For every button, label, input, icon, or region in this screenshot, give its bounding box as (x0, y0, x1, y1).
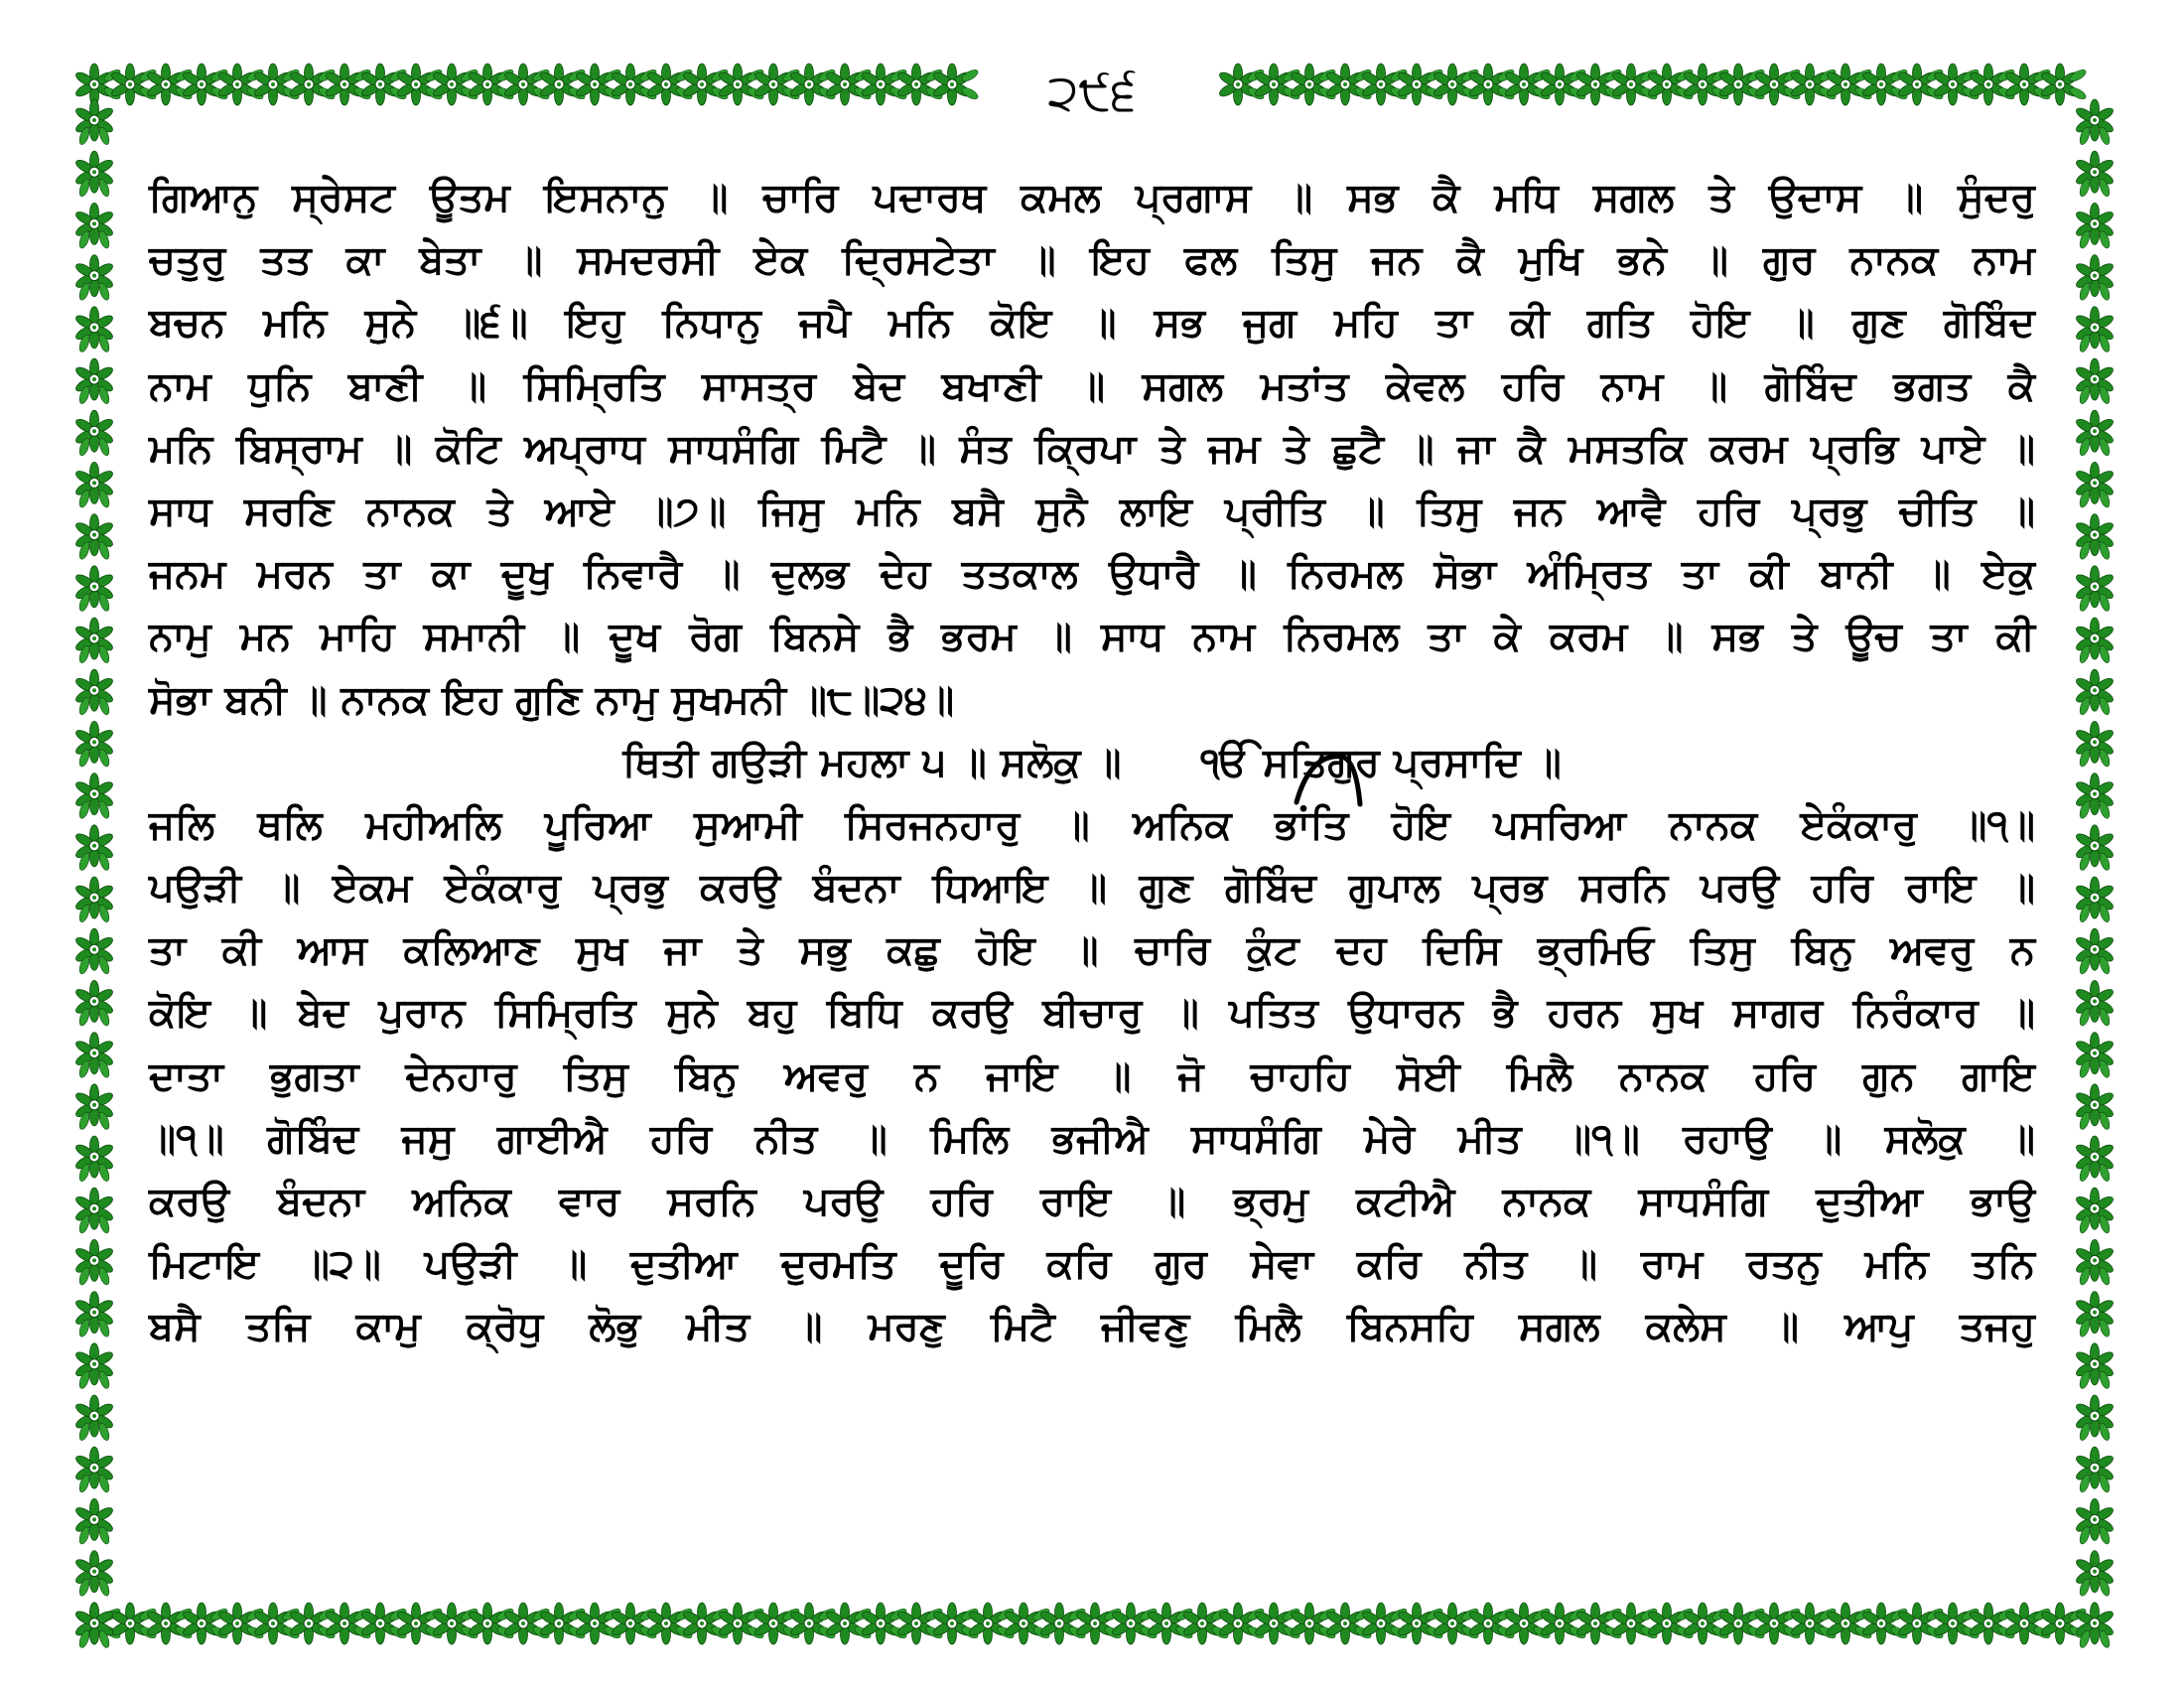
flower-icon (2075, 1447, 2116, 1488)
text-line: ਗਿਆਨੁ ਸ੍ਰੇਸਟ ਊਤਮ ਇਸਨਾਨੁ ॥ ਚਾਰਿ ਪਦਾਰਥ ਕਮਲ ਪ੍ਰਗਾਸ ॥ ਸਭ ਕੈ ਮਧਿ ਸਗਲ ਤੇ ਉਦਾਸ ॥ ਸੁੰਦਰੁ (149, 175, 2035, 220)
flower-icon (74, 1551, 115, 1593)
flower-icon (74, 462, 115, 503)
text-line: ਕਰਉ ਬੰਦਨਾ ਅਨਿਕ ਵਾਰ ਸਰਨਿ ਪਰਉ ਹਰਿ ਰਾਇ ॥ ਭ੍ਰਮੁ ਕਟੀਐ ਨਾਨਕ ਸਾਧਸੰਗਿ ਦੁਤੀਆ ਭਾਉ (149, 1179, 2035, 1224)
flower-icon (2075, 721, 2116, 763)
flower-icon (2075, 410, 2116, 452)
flower-icon (74, 877, 115, 918)
flower-icon (74, 410, 115, 452)
flower-icon (2075, 1551, 2116, 1593)
flower-icon (74, 203, 115, 244)
flower-icon (2075, 877, 2116, 918)
flower-icon (74, 358, 115, 400)
text-body (149, 167, 2035, 1547)
text-line: ॥੧॥ ਗੋਬਿੰਦ ਜਸੁ ਗਾਈਐ ਹਰਿ ਨੀਤ ॥ ਮਿਲਿ ਭਜੀਐ ਸਾਧਸੰਗਿ ਮੇਰੇ ਮੀਤ ॥੧॥ ਰਹਾਉ ॥ ਸਲੋਕੁ ॥ (149, 1115, 2035, 1162)
flower-icon (2075, 462, 2116, 503)
flower-icon (2075, 1033, 2116, 1074)
flower-icon (74, 1084, 115, 1126)
text-line: ਬਸੈ ਤਜਿ ਕਾਮੁ ਕ੍ਰੋਧੁ ਲੋਭੁ ਮੀਤ ॥ ਮਰਣੁ ਮਿਟੈ ਜੀਵਣੁ ਮਿਲੈ ਬਿਨਸਹਿ ਸਗਲ ਕਲੇਸ ॥ ਆਪੁ ਤਜਹੁ (149, 1304, 2035, 1350)
section-heading (149, 732, 2035, 794)
flower-icon (2075, 1188, 2116, 1229)
flower-icon (2075, 928, 2116, 970)
text-line: ਕੋਇ ॥ ਬੇਦ ਪੁਰਾਨ ਸਿਮ੍ਰਿਤਿ ਸੁਨੇ ਬਹੁ ਬਿਧਿ ਕਰਉ ਬੀਚਾਰੁ ॥ ਪਤਿਤ ਉਧਾਰਨ ਭੈ ਹਰਨ ਸੁਖ ਸਾਗਰ ਨਿਰੰਕਾਰ ॥ (149, 990, 2035, 1037)
flower-icon (2075, 514, 2116, 556)
flower-icon (2075, 1292, 2116, 1334)
text-line: ਜਨਮ ਮਰਨ ਤਾ ਕਾ ਦੂਖੁ ਨਿਵਾਰੈ ॥ ਦੁਲਭ ਦੇਹ ਤਤਕਾਲ ਉਧਾਰੈ ॥ ਨਿਰਮਲ ਸੋਭਾ ਅੰਮ੍ਰਿਤ ਤਾ ਕੀ ਬਾਨੀ ॥ ਏਕੁ (149, 551, 2035, 598)
text-line: ਸੋਭਾ ਬਨੀ ॥ ਨਾਨਕ ਇਹ ਗੁਣਿ ਨਾਮੁ ਸੁਖਮਨੀ ॥੮॥੨੪॥ (149, 676, 955, 723)
flower-icon (2075, 618, 2116, 659)
text-line: ਬਚਨ ਮਨਿ ਸੁਨੇ ॥੬॥ ਇਹੁ ਨਿਧਾਨੁ ਜਪੈ ਮਨਿ ਕੋਇ ॥ ਸਭ ਜੁਗ ਮਹਿ ਤਾ ਕੀ ਗਤਿ ਹੋਇ ॥ ਗੁਣ ਗੋਬਿੰਦ (149, 300, 2036, 347)
heading-right: ੴ ਸਤਿਗੁਰ ਪ੍ਰਸਾਦਿ ॥ (1200, 739, 1562, 785)
text-line: ਚਤੁਰੁ ਤਤ ਕਾ ਬੇਤਾ ॥ ਸਮਦਰਸੀ ਏਕ ਦ੍ਰਿਸਟੇਤਾ ॥ ਇਹ ਫਲ ਤਿਸੁ ਜਨ ਕੈ ਮੁਖਿ ਭਨੇ ॥ ਗੁਰ ਨਾਨਕ ਨਾਮ (149, 237, 2035, 284)
page-number: ੨੯੬ (993, 58, 1191, 127)
flower-icon (74, 255, 115, 297)
flower-icon (2075, 1136, 2116, 1178)
flower-icon (74, 1188, 115, 1229)
flower-icon (74, 307, 115, 349)
flower-icon (2075, 1084, 2116, 1126)
flower-icon (2075, 669, 2116, 711)
flower-icon (74, 721, 115, 763)
flower-icon (74, 928, 115, 970)
flower-icon (2075, 358, 2116, 400)
text-line: ਨਾਮ ਧੁਨਿ ਬਾਣੀ ॥ ਸਿਮ੍ਰਿਤਿ ਸਾਸਤ੍ਰ ਬੇਦ ਬਖਾਣੀ ॥ ਸਗਲ ਮਤਾਂਤ ਕੇਵਲ ਹਰਿ ਨਾਮ ॥ ਗੋਬਿੰਦ ਭਗਤ ਕੈ (149, 362, 2035, 409)
flower-icon (74, 825, 115, 867)
flower-icon (74, 99, 115, 141)
flower-icon (2075, 151, 2116, 193)
flower-icon (74, 1033, 115, 1074)
text-line: ਮਿਟਾਇ ॥੨॥ ਪਉੜੀ ॥ ਦੁਤੀਆ ਦੁਰਮਤਿ ਦੂਰਿ ਕਰਿ ਗੁਰ ਸੇਵਾ ਕਰਿ ਨੀਤ ॥ ਰਾਮ ਰਤਨੁ ਮਨਿ ਤਨਿ (149, 1241, 2035, 1288)
text-line: ਪਉੜੀ ॥ ਏਕਮ ਏਕੰਕਾਰੁ ਪ੍ਰਭੁ ਕਰਉ ਬੰਦਨਾ ਧਿਆਇ ॥ ਗੁਣ ਗੋਬਿੰਦ ਗੁਪਾਲ ਪ੍ਰਭ ਸਰਨਿ ਪਰਉ ਹਰਿ ਰਾਇ ॥ (149, 865, 2035, 912)
flower-icon (74, 980, 115, 1022)
flower-icon (2075, 566, 2116, 608)
flower-icon (2075, 1239, 2116, 1281)
flower-icon (2075, 980, 2116, 1022)
flower-icon (74, 1292, 115, 1334)
flower-icon (74, 1343, 115, 1385)
flower-icon (74, 566, 115, 608)
text-line: ਨਾਮੁ ਮਨ ਮਾਹਿ ਸਮਾਨੀ ॥ ਦੂਖ ਰੋਗ ਬਿਨਸੇ ਭੈ ਭਰਮ ॥ ਸਾਧ ਨਾਮ ਨਿਰਮਲ ਤਾ ਕੇ ਕਰਮ ॥ ਸਭ ਤੇ ਊਚ ਤਾ ਕੀ (149, 614, 2035, 660)
text-line: ਜਲਿ ਥਲਿ ਮਹੀਅਲਿ ਪੂਰਿਆ ਸੁਆਮੀ ਸਿਰਜਨਹਾਰੁ ॥ ਅਨਿਕ ਭਾਂਤਿ ਹੋਇ ਪਸਰਿਆ ਨਾਨਕ ਏਕੰਕਾਰੁ ॥੧॥ (149, 801, 2035, 848)
flower-icon (2075, 1498, 2116, 1540)
flower-icon (1218, 64, 1259, 105)
flower-icon (2075, 1395, 2116, 1437)
flower-icon (74, 669, 115, 711)
flower-icon (2075, 99, 2116, 141)
flower-icon (74, 1395, 115, 1437)
flower-icon (74, 618, 115, 659)
text-line: ਤਾ ਕੀ ਆਸ ਕਲਿਆਣ ਸੁਖ ਜਾ ਤੇ ਸਭੁ ਕਛੁ ਹੋਇ ॥ ਚਾਰਿ ਕੁੰਟ ਦਹ ਦਿਸਿ ਭ੍ਰਮਿਓ ਤਿਸੁ ਬਿਨੁ ਅਵਰੁ ਨ (149, 927, 2035, 974)
flower-icon (74, 514, 115, 556)
text-line: ਸਾਧ ਸਰਣਿ ਨਾਨਕ ਤੇ ਆਏ ॥੭॥ ਜਿਸੁ ਮਨਿ ਬਸੈ ਸੁਨੈ ਲਾਇ ਪ੍ਰੀਤਿ ॥ ਤਿਸੁ ਜਨ ਆਵੈ ਹਰਿ ਪ੍ਰਭੁ ਚੀਤਿ ॥ (149, 488, 2035, 534)
flower-icon (74, 1239, 115, 1281)
flower-icon (74, 774, 115, 815)
flower-icon (2075, 1343, 2116, 1385)
flower-icon (74, 1498, 115, 1540)
heading-left: ਥਿਤੀ ਗਉੜੀ ਮਹਲਾ ੫ ॥ ਸਲੋਕੁ ॥ (622, 739, 1122, 785)
flower-icon (74, 151, 115, 193)
flower-icon (2075, 825, 2116, 867)
flower-icon (2075, 307, 2116, 349)
flower-icon (74, 1136, 115, 1178)
flower-icon (74, 1603, 115, 1644)
text-line: ਮਨਿ ਬਿਸ੍ਰਾਮ ॥ ਕੋਟਿ ਅਪ੍ਰਾਧ ਸਾਧਸੰਗਿ ਮਿਟੈ ॥ ਸੰਤ ਕ੍ਰਿਪਾ ਤੇ ਜਮ ਤੇ ਛੁਟੈ ॥ ਜਾ ਕੈ ਮਸਤਕਿ ਕਰਮ ਪ੍ਰਭਿ ਪਾਏ ॥ (149, 425, 2035, 472)
flower-icon (2075, 774, 2116, 815)
text-line: ਦਾਤਾ ਭੁਗਤਾ ਦੇਨਹਾਰੁ ਤਿਸੁ ਬਿਨੁ ਅਵਰੁ ਨ ਜਾਇ ॥ ਜੋ ਚਾਹਹਿ ਸੋਈ ਮਿਲੈ ਨਾਨਕ ਹਰਿ ਗੁਨ ਗਾਇ (149, 1053, 2035, 1099)
flower-icon (74, 1447, 115, 1488)
flower-icon (2075, 203, 2116, 244)
flower-icon (2075, 255, 2116, 297)
